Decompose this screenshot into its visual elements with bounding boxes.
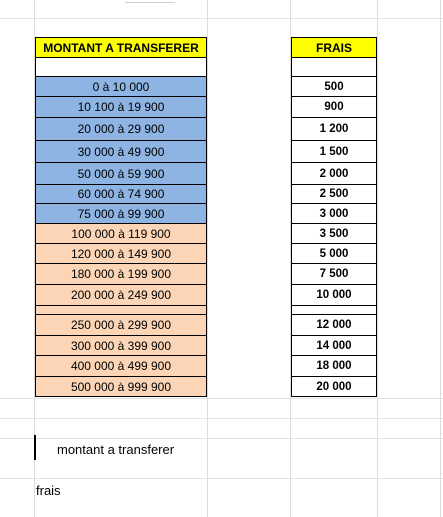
fee-cell[interactable]: 1 200 <box>291 118 377 141</box>
fee-cell[interactable]: 12 000 <box>291 315 377 336</box>
gridline <box>207 0 208 517</box>
amount-range-cell[interactable]: 180 000 à 199 900 <box>35 264 207 285</box>
cell-cursor <box>34 435 36 460</box>
label-amount-to-transfer[interactable]: montant a transferer <box>57 442 175 457</box>
fee-cell[interactable]: 2 500 <box>291 185 377 204</box>
fee-cell[interactable]: 5 000 <box>291 244 377 264</box>
empty-cell[interactable] <box>35 58 207 77</box>
amount-range-cell[interactable]: 10 100 à 19 900 <box>35 97 207 118</box>
gridline <box>0 418 443 419</box>
fee-cell[interactable]: 3 000 <box>291 204 377 224</box>
header-amount: MONTANT A TRANSFERER <box>35 37 207 58</box>
gridline <box>0 398 443 399</box>
amount-range-cell[interactable]: 75 000 à 99 900 <box>35 204 207 224</box>
spacer-cell[interactable] <box>35 306 207 315</box>
amount-range-cell[interactable]: 200 000 à 249 900 <box>35 285 207 306</box>
amount-range-cell[interactable]: 30 000 à 49 900 <box>35 141 207 163</box>
fee-cell[interactable]: 10 000 <box>291 285 377 306</box>
gridline <box>440 0 441 517</box>
gridline <box>125 2 175 3</box>
amount-range-cell[interactable]: 500 000 à 999 900 <box>35 377 207 397</box>
header-fees: FRAIS <box>291 37 377 58</box>
amount-range-cell[interactable]: 0 à 10 000 <box>35 77 207 97</box>
amount-range-cell[interactable]: 60 000 à 74 900 <box>35 185 207 204</box>
fee-cell[interactable]: 7 500 <box>291 264 377 285</box>
amount-range-cell[interactable]: 250 000 à 299 900 <box>35 315 207 336</box>
amount-range-cell[interactable]: 50 000 à 59 900 <box>35 163 207 185</box>
fee-cell[interactable]: 20 000 <box>291 377 377 397</box>
fee-cell[interactable]: 500 <box>291 77 377 97</box>
empty-cell[interactable] <box>291 58 377 77</box>
fee-cell[interactable]: 2 000 <box>291 163 377 185</box>
spacer-cell[interactable] <box>291 306 377 315</box>
amount-range-cell[interactable]: 300 000 à 399 900 <box>35 336 207 356</box>
gridline <box>0 438 443 439</box>
fee-cell[interactable]: 900 <box>291 97 377 118</box>
fee-cell[interactable]: 1 500 <box>291 141 377 163</box>
gridline <box>0 18 443 19</box>
amount-range-cell[interactable]: 400 000 à 499 900 <box>35 356 207 377</box>
amount-range-cell[interactable]: 120 000 à 149 900 <box>35 244 207 264</box>
amount-range-cell[interactable]: 100 000 à 119 900 <box>35 224 207 244</box>
amount-range-cell[interactable]: 20 000 à 29 900 <box>35 118 207 141</box>
fee-cell[interactable]: 14 000 <box>291 336 377 356</box>
fee-cell[interactable]: 3 500 <box>291 224 377 244</box>
gridline <box>377 0 378 517</box>
label-fees[interactable]: frais <box>36 483 61 498</box>
fee-cell[interactable]: 18 000 <box>291 356 377 377</box>
gridline <box>0 478 443 479</box>
